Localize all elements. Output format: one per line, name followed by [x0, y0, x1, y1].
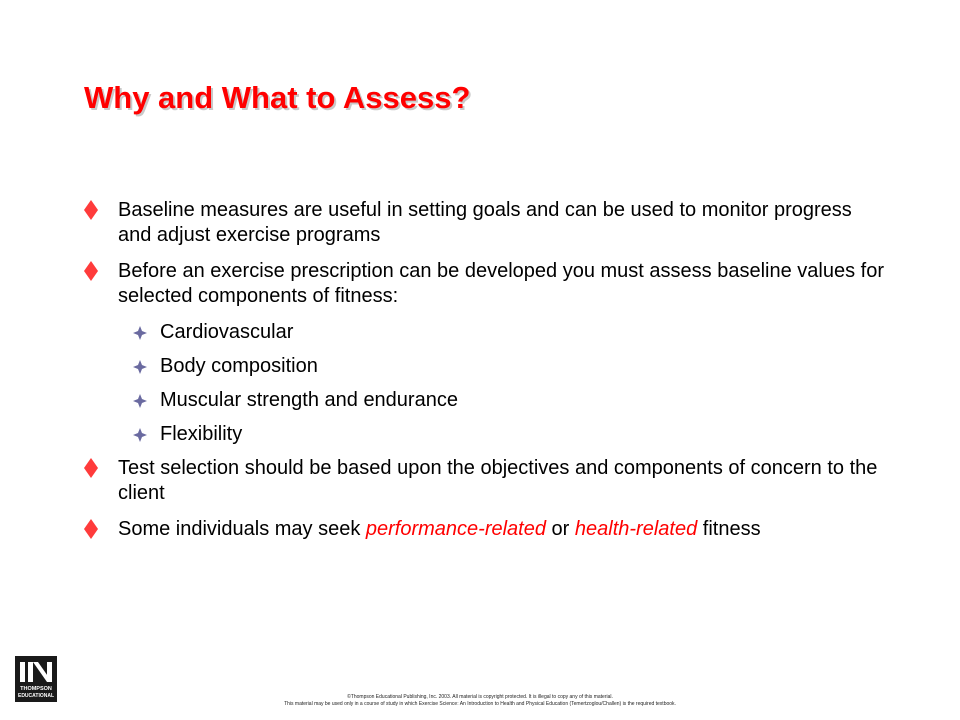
sub-bullet-text: Muscular strength and endurance — [160, 389, 458, 411]
bullet-text: Before an exercise prescription can be developed you must assess baseline values for selected components of fitness: — [118, 260, 884, 307]
emphasis-health: health-related — [574, 518, 698, 540]
sub-bullet-item — [84, 388, 884, 413]
four-petal-icon — [133, 326, 147, 340]
thompson-logo-icon — [15, 656, 57, 702]
sub-bullet-item — [84, 354, 884, 379]
bullet-text-part: Some individuals may seek — [118, 518, 366, 540]
diamond-icon — [84, 458, 98, 478]
bullet-text: Baseline measures are useful in setting goals and can be used to monitor progress and adjust exercise programs — [118, 199, 852, 246]
four-petal-icon — [133, 360, 147, 374]
four-petal-icon — [133, 428, 147, 442]
bullet-text-part: or — [545, 518, 575, 540]
sub-bullet-item — [84, 320, 884, 345]
sub-bullet-text: Cardiovascular — [160, 321, 294, 343]
svg-text:EDUCATIONAL: EDUCATIONAL — [17, 693, 55, 699]
emphasis-performance: performance-related — [365, 518, 546, 540]
bullet-text — [118, 518, 761, 540]
sub-bullet-item — [84, 422, 884, 447]
footer-line: ©Thompson Educational Publishing, Inc. 2003. All material is copyright protected. It is illegal to copy any of this material. — [347, 694, 613, 700]
bullet-list — [84, 198, 884, 553]
bullet-text-part: fitness — [697, 518, 761, 540]
bullet-item — [84, 198, 884, 248]
sub-bullet-text: Body composition — [160, 355, 318, 377]
bullet-item — [84, 517, 884, 542]
svg-text:THOMPSON: THOMPSON — [20, 686, 52, 692]
bullet-item — [84, 456, 884, 506]
footer-line: This material may be used only in a course of study in which Exercise Science: An Introduction to Health and Physical Education (Temertzoglou/Challen) is the required textbook. — [284, 701, 676, 707]
diamond-icon — [84, 200, 98, 220]
sub-bullet-text: Flexibility — [160, 423, 243, 445]
four-petal-icon — [133, 394, 147, 408]
slide-title: Why and What to Assess? — [84, 80, 471, 115]
diamond-icon — [84, 261, 98, 281]
bullet-text: Test selection should be based upon the objectives and components of concern to the client — [118, 457, 878, 504]
diamond-icon — [84, 519, 98, 539]
bullet-item — [84, 259, 884, 309]
copyright-footer — [150, 694, 810, 708]
